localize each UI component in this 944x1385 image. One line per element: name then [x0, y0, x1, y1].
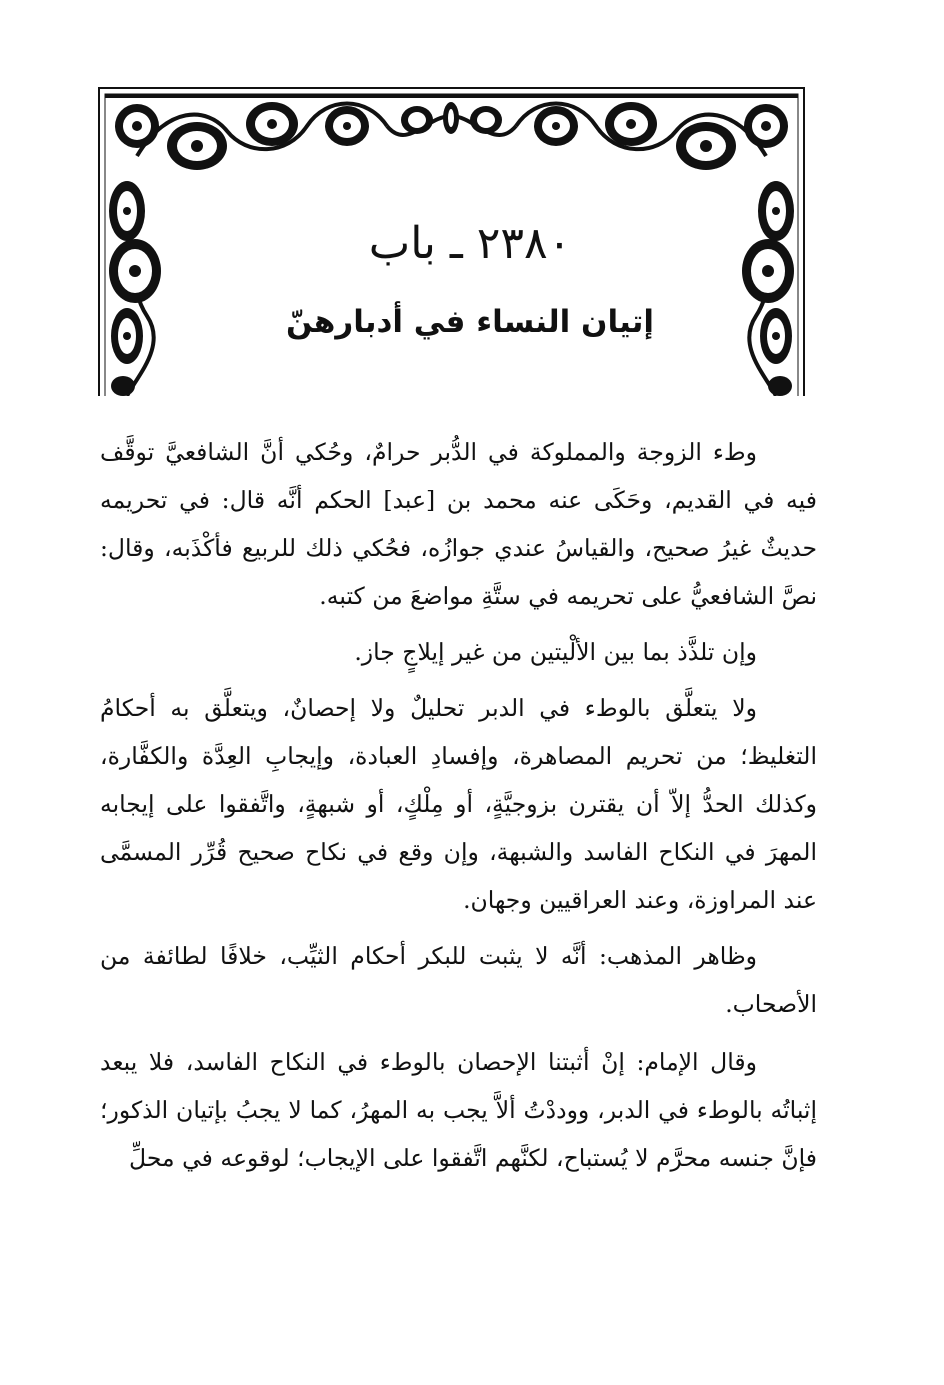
paragraph: وظاهر المذهب: أنَّه لا يثبت للبكر أحكام الثيِّب، خلافًا لطائفة من الأصحاب. — [100, 942, 817, 1018]
paragraph: ولا يتعلَّق بالوطء في الدبر تحليلٌ ولا إحصانٌ، ويتعلَّق به أحكامُ التغليظ؛ من تحريم المصاهرة، وإفسادِ العبادة، وإيجابِ العِدَّة والكفَّارة، وكذلك الحدُّ إلاّ أن يقترن بزوجيَّةٍ، أو مِلْكٍ، أو شبهةٍ، واتَّفقوا على إيجابه المهرَ في النكاح الفاسد والشبهة، وإن وقع في نكاح صحيح قُرِّر المسمَّى عند المراوزة، وعند العراقيين وجهان. — [100, 694, 817, 914]
paragraph: وإن تلذَّذ بما بين الألْيتين من غير إيلاجٍ جاز. — [354, 638, 757, 666]
chapter-title: إتيان النساء في أدبارهنّ — [285, 304, 655, 340]
paragraph: وقال الإمام: إنْ أثبتنا الإحصان بالوطء في النكاح الفاسد، فلا يبعد إثباتُه بالوطء في الدبر، ووددْتُ ألاَّ يجب به المهرُ، كما لا يجبُ بإتيان الذكور؛ فإنَّ جنسه محرَّم لا يُستباح، لكنَّهم اتَّفقوا على الإيجاب؛ لوقوعه في محلِّ — [100, 1048, 817, 1172]
paragraph: وطء الزوجة والمملوكة في الدُّبر حرامٌ، وحُكي أنَّ الشافعيَّ توقَّف فيه في القديم، وحَكَى عنه محمد بن [عبد] الحكم أنَّه قال: في تحريمه حديثٌ غيرُ صحيح، والقياسُ عندي جوازُه، فحُكي ذلك للربيع فأكْذَبه، وقال: نصَّ الشافعيُّ على تحريمه في ستَّةِ مواضعَ من كتبه. — [100, 438, 817, 610]
chapter-number: ٢٣٨٠ ـ باب — [368, 218, 572, 269]
body-text — [100, 428, 817, 1182]
